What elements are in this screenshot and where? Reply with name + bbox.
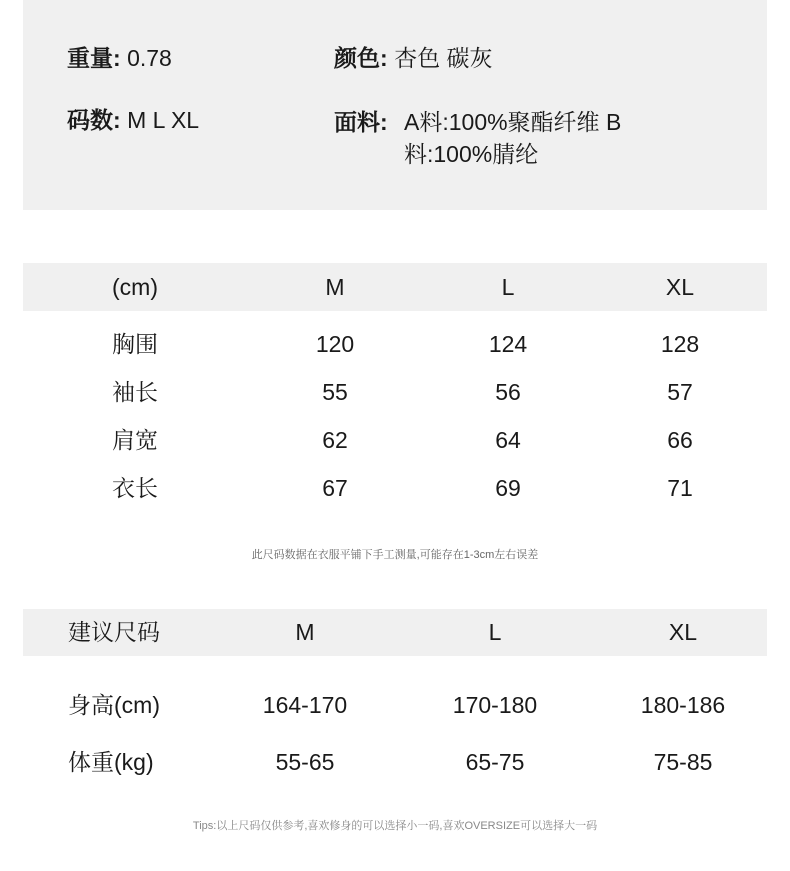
table-cell: 180-186 (640, 692, 726, 718)
header-cell: L (501, 274, 515, 300)
row-label: 身高(cm) (68, 692, 160, 718)
table-cell: 124 (488, 331, 528, 357)
table-cell: 65-75 (465, 749, 525, 775)
table-cell: 55 (322, 379, 348, 405)
row-label: 体重(kg) (68, 749, 154, 775)
weight-label: 重量: (67, 45, 121, 71)
table-cell: 170-180 (452, 692, 538, 718)
sizes-value: M L XL (127, 107, 200, 133)
color-value: 杏色 碳灰 (394, 45, 493, 71)
table-cell: 71 (667, 475, 693, 501)
table-cell: 67 (322, 475, 348, 501)
measurement-header-row (23, 263, 767, 311)
sizing-tips: Tips:以上尺码仅供参考,喜欢修身的可以选择小一码,喜欢OVERSIZE可以选择大一码 (192, 820, 598, 832)
table-cell: 64 (495, 427, 521, 453)
measurement-note: 此尺码数据在衣服平铺下手工测量,可能存在1-3cm左右误差 (251, 549, 539, 561)
table-cell: 55-65 (275, 749, 335, 775)
table-cell: 66 (667, 427, 693, 453)
sizes-label: 码数: (67, 107, 121, 133)
row-label: 肩宽 (112, 427, 158, 453)
table-cell: 75-85 (653, 749, 713, 775)
header-cell: M (325, 274, 345, 300)
weight-field (67, 42, 172, 74)
header-cell: 建议尺码 (68, 619, 160, 645)
size-measurement-table (23, 263, 767, 513)
header-cell: XL (668, 619, 698, 645)
color-label: 颜色: (334, 45, 388, 71)
row-label: 衣长 (112, 475, 158, 501)
table-cell: 57 (667, 379, 693, 405)
table-cell: 56 (495, 379, 521, 405)
color-field (334, 42, 492, 74)
table-cell: 120 (315, 331, 355, 357)
header-cell: L (488, 619, 502, 645)
table-cell: 164-170 (262, 692, 348, 718)
size-recommendation-table (23, 609, 767, 789)
fabric-label: 面料: (334, 109, 388, 135)
header-cell: XL (665, 274, 695, 300)
fabric-value: A料:100%聚酯纤维 B料:100%腈纶 (404, 109, 622, 167)
table-cell: 128 (660, 331, 700, 357)
header-cell: (cm) (112, 274, 158, 300)
row-label: 袖长 (112, 379, 158, 405)
weight-value: 0.78 (127, 45, 172, 71)
table-cell: 62 (322, 427, 348, 453)
sizes-field (67, 104, 199, 136)
row-label: 胸围 (112, 331, 158, 357)
recommendation-header-row (23, 609, 767, 656)
header-cell: M (295, 619, 315, 645)
table-cell: 69 (495, 475, 521, 501)
